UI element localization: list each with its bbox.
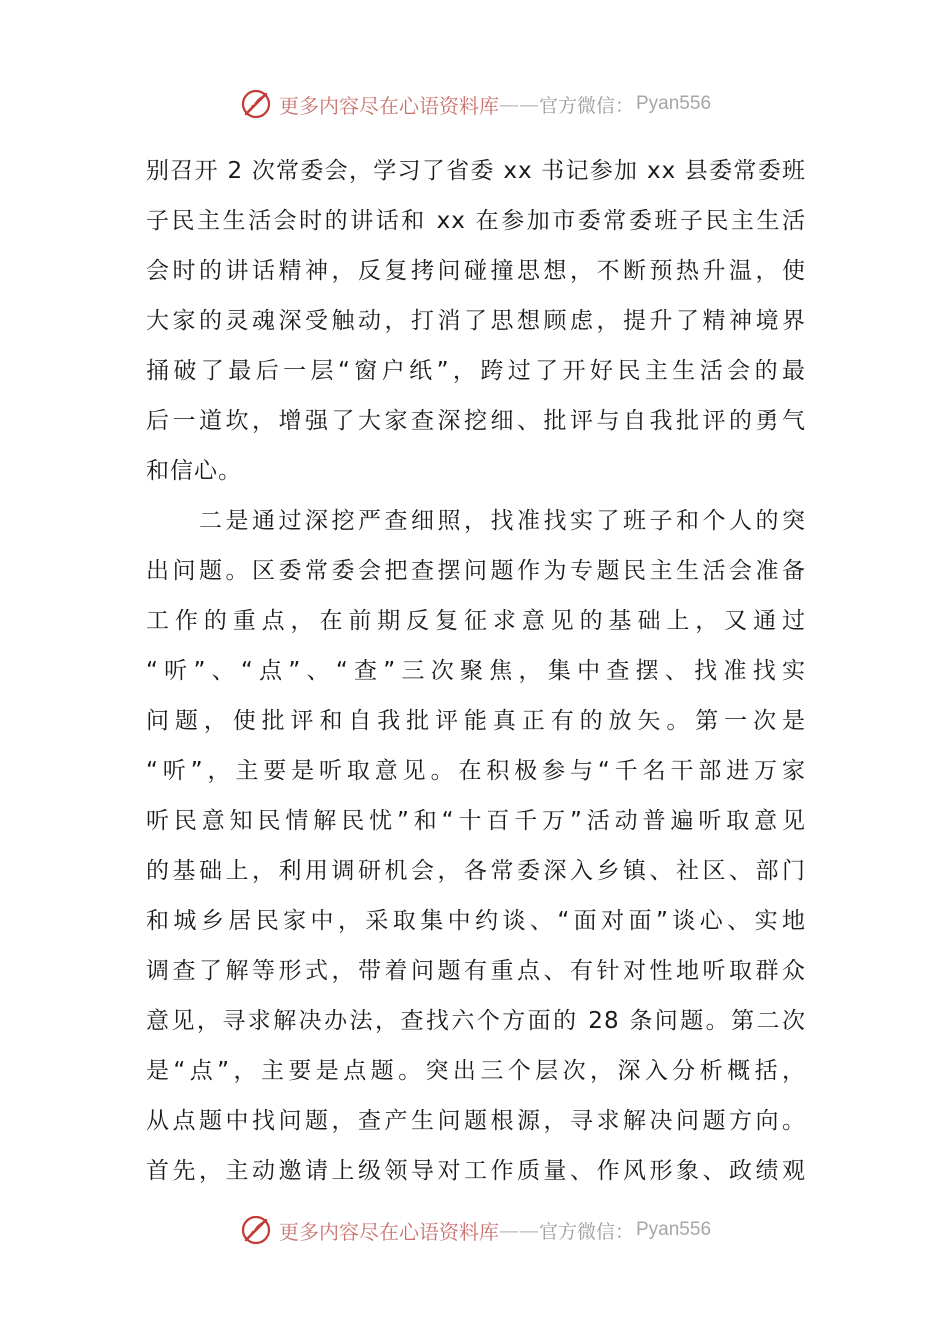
watermark-wechat-id: Pyan556: [636, 93, 712, 114]
text-line: 意见，寻求解决办法，查找六个方面的 28 条问题。第二次: [146, 1008, 806, 1034]
text-line: 首先，主动邀请上级领导对工作质量、作风形象、政绩观: [146, 1158, 806, 1184]
text-line: 的基础上，利用调研机会，各常委深入乡镇、社区、部门: [146, 858, 806, 884]
text-line: 和信心。: [146, 458, 242, 484]
text-line: 会时的讲话精神，反复拷问碰撞思想，不断预热升温，使: [146, 258, 806, 284]
quill-pen-logo-icon: [239, 1213, 273, 1247]
text-line: 二是通过深挖严查细照，找准找实了班子和个人的突: [146, 508, 806, 534]
watermark-brand: 更多内容尽在心语资料库: [278, 1219, 499, 1244]
header-watermark: [0, 84, 950, 124]
text-line: 大家的灵魂深受触动，打消了思想顾虑，提升了精神境界: [146, 308, 806, 334]
text-line: 出问题。区委常委会把查摆问题作为专题民主生活会准备: [146, 558, 806, 584]
watermark-wechat-id: Pyan556: [636, 1219, 712, 1240]
text-line: 听民意知民情解民忧”和“十百千万”活动普遍听取意见: [146, 808, 806, 834]
text-line: 子民主生活会时的讲话和 xx 在参加市委常委班子民主生活: [146, 208, 806, 234]
watermark-separator: ——: [498, 92, 539, 116]
text-line: 调查了解等形式，带着问题有重点、有针对性地听取群众: [146, 958, 806, 984]
watermark-label: 官方微信：: [538, 1220, 634, 1243]
text-line: 问题，使批评和自我批评能真正有的放矢。第一次是: [146, 708, 806, 734]
footer-watermark: [0, 1210, 950, 1250]
watermark-brand: 更多内容尽在心语资料库: [278, 93, 499, 118]
document-body: [146, 146, 806, 1196]
watermark-label: 官方微信：: [538, 94, 634, 117]
text-line: 和城乡居民家中，采取集中约谈、“面对面”谈心、实地: [146, 908, 806, 934]
text-line: “听”，主要是听取意见。在积极参与“千名干部进万家: [146, 758, 806, 784]
text-line: “听”、“点”、“查”三次聚焦，集中查摆、找准找实: [146, 658, 806, 684]
quill-pen-logo-icon: [239, 87, 273, 121]
watermark-separator: ——: [498, 1218, 539, 1242]
text-line: 后一道坎，增强了大家查深挖细、批评与自我批评的勇气: [146, 408, 806, 434]
text-line: 别召开 2 次常委会，学习了省委 xx 书记参加 xx 县委常委班: [146, 158, 806, 184]
text-line: 捅破了最后一层“窗户纸”，跨过了开好民主生活会的最: [146, 358, 806, 384]
text-line: 从点题中找问题，查产生问题根源，寻求解决问题方向。: [146, 1108, 806, 1134]
text-line: 是“点”，主要是点题。突出三个层次，深入分析概括，: [146, 1058, 806, 1084]
text-line: 工作的重点，在前期反复征求意见的基础上，又通过: [146, 608, 806, 634]
